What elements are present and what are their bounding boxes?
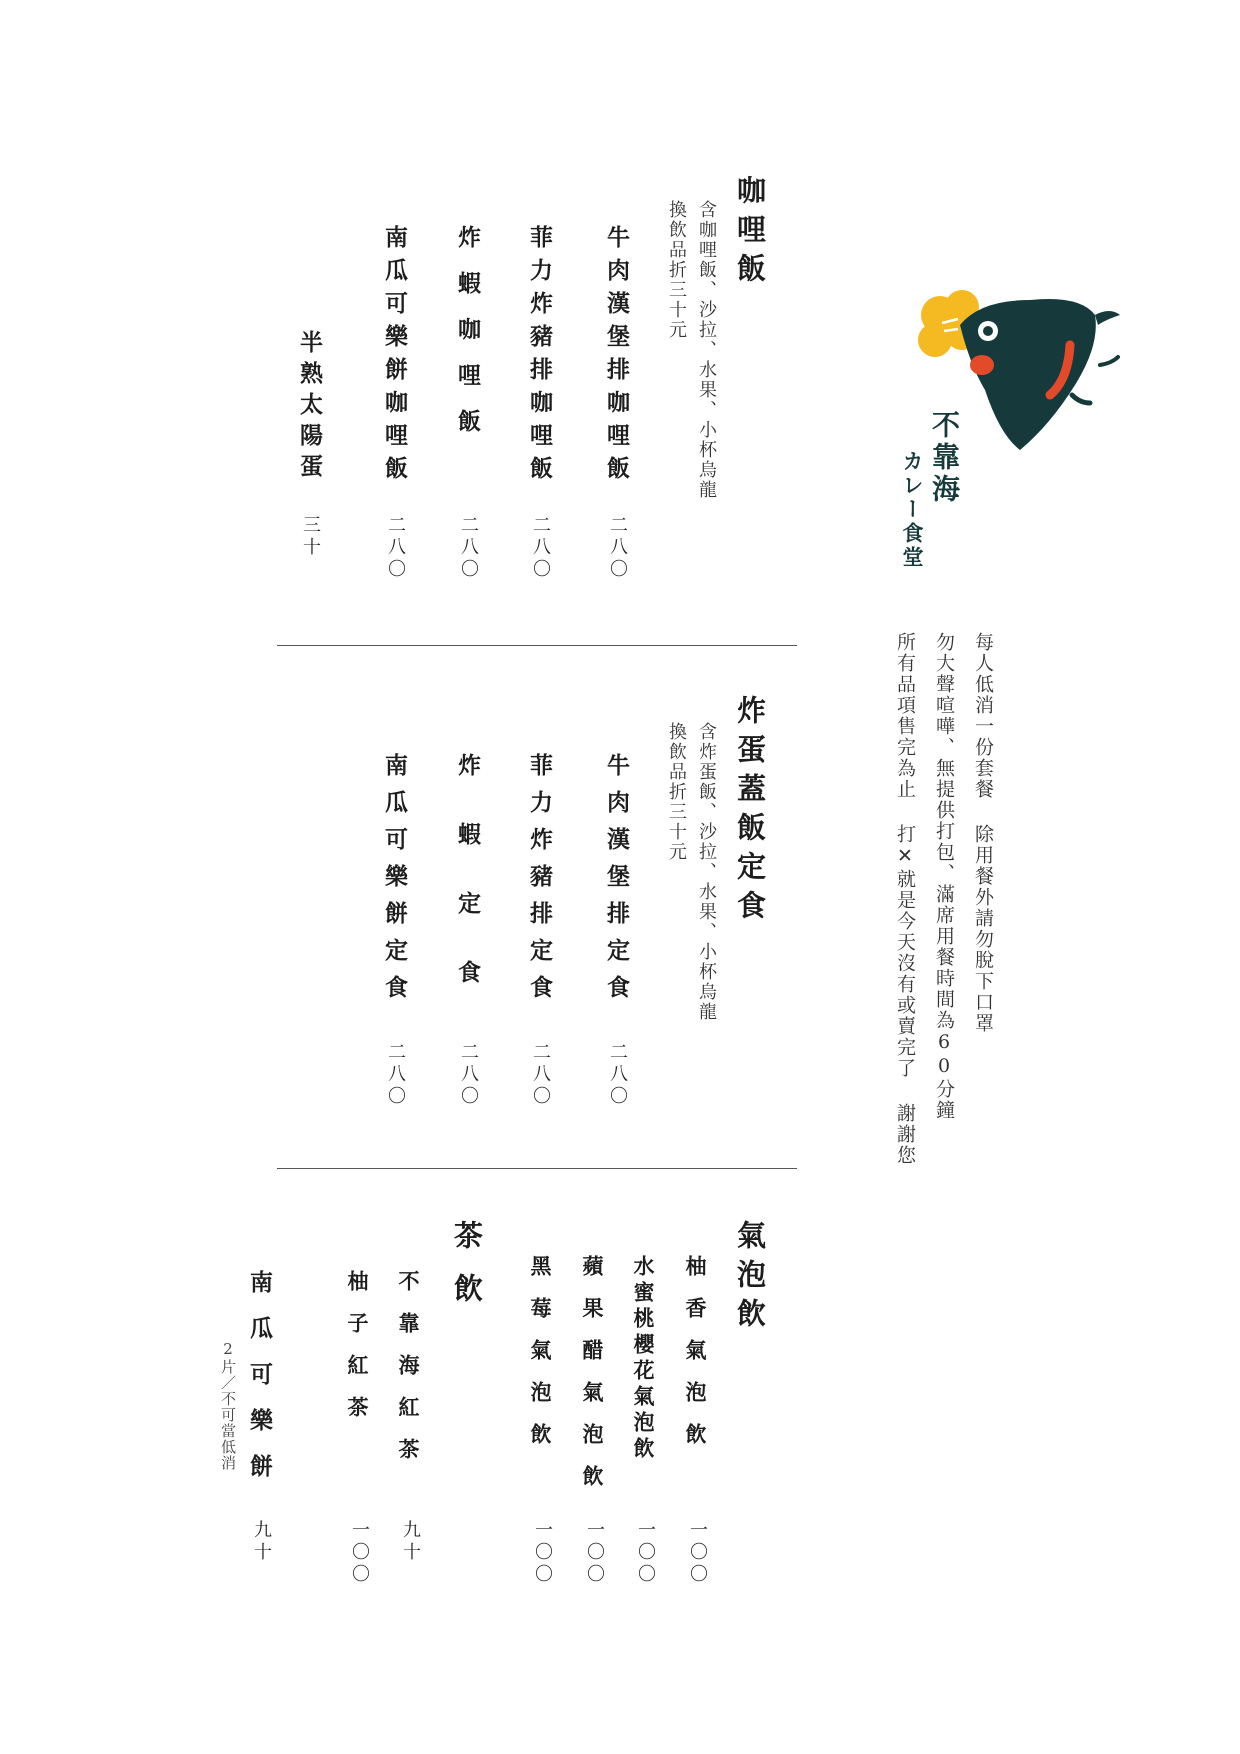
curry-price-1: 二八〇 bbox=[607, 515, 628, 581]
omurice-note-1: 含炸蛋飯、沙拉、水果、小杯烏龍 bbox=[696, 722, 717, 1022]
sparkling-item-4: 黑 莓 氣 泡 飲 bbox=[528, 1255, 553, 1444]
curry-item-3: 炸 蝦 咖 哩 飯 bbox=[454, 225, 481, 432]
sparkling-price-3: 一〇〇 bbox=[584, 1520, 605, 1586]
curry-price-3: 二八〇 bbox=[458, 515, 479, 581]
sparkling-title: 氣泡飲 bbox=[733, 1220, 767, 1337]
notice-1: 每人低消一份套餐 除用餐外請勿脫下口罩 bbox=[972, 632, 994, 1034]
tea-item-2: 柚 子 紅 茶 bbox=[345, 1270, 370, 1417]
curry-title: 咖哩飯 bbox=[733, 175, 767, 292]
curry-item-2: 菲力炸豬排咖哩飯 bbox=[526, 225, 553, 489]
notice-3: 所有品項售完為止 打✕就是今天沒有或賣完了 謝謝您 bbox=[894, 632, 916, 1166]
sparkling-item-2: 水蜜桃櫻花氣泡飲 bbox=[631, 1255, 656, 1463]
omurice-item-2: 菲力炸豬排定食 bbox=[526, 753, 553, 1012]
sparkling-item-1: 柚 香 氣 泡 飲 bbox=[683, 1255, 708, 1444]
tea-price-1: 九十 bbox=[400, 1520, 421, 1564]
side-item-price: 九十 bbox=[251, 1520, 272, 1564]
tea-item-1: 不 靠 海 紅 茶 bbox=[396, 1270, 421, 1459]
omurice-title: 炸蛋蓋飯定食 bbox=[733, 695, 767, 929]
omurice-item-4: 南瓜可樂餅定食 bbox=[381, 753, 408, 1012]
curry-item-4: 南瓜可樂餅咖哩飯 bbox=[381, 225, 408, 489]
omurice-price-3: 二八〇 bbox=[458, 1042, 479, 1108]
side-item-name: 南 瓜 可 樂 餅 bbox=[246, 1270, 273, 1477]
curry-note-1: 含咖哩飯、沙拉、水果、小杯烏龍 bbox=[696, 200, 717, 500]
divider-2 bbox=[277, 1168, 797, 1169]
curry-price-2: 二八〇 bbox=[530, 515, 551, 581]
sparkling-price-4: 一〇〇 bbox=[532, 1520, 553, 1586]
side-item-note: 2片／不可當低消 bbox=[219, 1340, 237, 1471]
divider-1 bbox=[277, 645, 797, 646]
brand-name: 不靠海 bbox=[928, 410, 961, 506]
brand-subtitle: カレー食堂 bbox=[900, 450, 924, 570]
omurice-item-3: 炸 蝦 定 食 bbox=[454, 753, 481, 983]
sparkling-price-1: 一〇〇 bbox=[687, 1520, 708, 1586]
omurice-item-1: 牛肉漢堡排定食 bbox=[603, 753, 630, 1012]
sparkling-price-2: 一〇〇 bbox=[635, 1520, 656, 1586]
curry-note-2: 換飲品折三十元 bbox=[666, 200, 687, 340]
curry-extra-price: 三十 bbox=[300, 515, 321, 559]
sparkling-item-3: 蘋 果 醋 氣 泡 飲 bbox=[580, 1255, 605, 1486]
tea-title: 茶飲 bbox=[450, 1220, 484, 1326]
omurice-price-1: 二八〇 bbox=[607, 1042, 628, 1108]
omurice-note-2: 換飲品折三十元 bbox=[666, 722, 687, 862]
curry-extra-name: 半熟太陽蛋 bbox=[296, 330, 323, 485]
tea-price-2: 一〇〇 bbox=[349, 1520, 370, 1586]
curry-price-4: 二八〇 bbox=[385, 515, 406, 581]
omurice-price-4: 二八〇 bbox=[385, 1042, 406, 1108]
notice-2: 勿大聲喧嘩、無提供打包、滿席用餐時間為60分鐘 bbox=[933, 632, 955, 1121]
omurice-price-2: 二八〇 bbox=[530, 1042, 551, 1108]
curry-item-1: 牛肉漢堡排咖哩飯 bbox=[603, 225, 630, 489]
